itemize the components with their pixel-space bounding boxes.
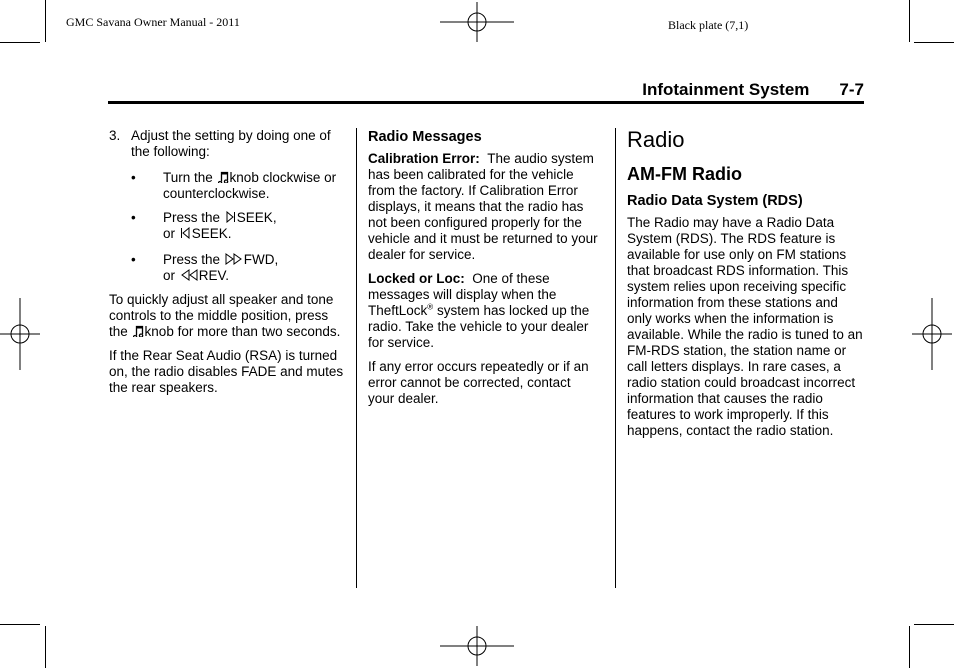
list-item-text: SEEK,	[236, 210, 277, 225]
registration-mark-icon	[440, 2, 514, 42]
paragraph: The Radio may have a Radio Data System (RDS). The RDS feature is available for use only on FM stations that broadcast RDS information. This system relies upon receiving specific information from these stations and only works when the information is available. While the radio is tuned to an FM-RDS station, the station name or call letters displays. In rare cases, a radio station could broadcast incorrect information that causes the radio features to work improperly. If this happens, contact the radio station.	[627, 215, 863, 438]
print-header-right: Black plate (7,1)	[668, 18, 749, 32]
seek-down-icon	[180, 227, 191, 239]
list-item-text: Turn the	[163, 170, 213, 185]
crop-mark	[45, 626, 46, 668]
paragraph-text: The audio system has been calibrated for the vehicle from the factory. If Calibration Error displays, it means that the radio has not been configured properly for the vehicle and it must be returned to your dealer for service.	[368, 151, 598, 262]
music-note-knob-icon	[218, 171, 229, 183]
seek-up-icon	[225, 211, 236, 223]
step-text: Adjust the setting by doing one of the following:	[131, 128, 331, 159]
step-item	[109, 128, 345, 160]
list-item-text: REV.	[198, 268, 230, 283]
column-1	[109, 128, 345, 396]
column-3	[627, 128, 867, 439]
registration-mark-icon	[440, 626, 514, 666]
registered-mark: ®	[427, 302, 434, 312]
list-item	[109, 170, 345, 202]
print-header-left: GMC Savana Owner Manual - 2011	[66, 15, 240, 29]
paragraph	[368, 271, 600, 351]
heading-radio-messages: Radio Messages	[368, 129, 482, 145]
bullet: •	[131, 252, 136, 267]
term-label: Calibration Error:	[368, 151, 480, 166]
paragraph	[368, 151, 600, 263]
list-item	[109, 252, 345, 284]
crop-mark	[909, 0, 910, 42]
term-label: Locked or Loc:	[368, 271, 465, 286]
paragraph-text: One of these messages will display when the TheftLock	[368, 271, 557, 318]
list-item-text: FWD,	[243, 252, 279, 267]
registration-mark-icon	[912, 298, 952, 370]
column-divider	[356, 128, 357, 588]
section-title-radio: Radio	[627, 127, 685, 152]
list-item-text: knob clockwise or counterclockwise.	[163, 170, 337, 201]
rewind-icon	[180, 269, 198, 281]
section-title: Infotainment System	[642, 80, 810, 99]
crop-mark	[0, 624, 40, 625]
paragraph-text: To quickly adjust all speaker and tone controls to the middle position, press the	[109, 292, 334, 339]
column-2	[368, 128, 600, 407]
list-item-text: SEEK.	[191, 226, 232, 241]
column-divider	[615, 128, 616, 588]
crop-mark	[914, 624, 954, 625]
fast-forward-icon	[225, 253, 243, 265]
running-head	[642, 80, 864, 100]
page-number: 7-7	[839, 80, 864, 99]
bullet: •	[131, 170, 136, 185]
list-item	[109, 210, 345, 242]
paragraph: If the Rear Seat Audio (RSA) is turned on, the radio disables FADE and mutes the rear speakers.	[109, 348, 344, 395]
paragraph-text: system has locked up the radio. Take the vehicle to your dealer for service.	[368, 303, 590, 350]
list-item-text: Press the	[163, 252, 221, 267]
list-item-text: or	[163, 268, 176, 283]
paragraph	[109, 292, 345, 340]
crop-mark	[0, 42, 40, 43]
crop-mark	[914, 42, 954, 43]
step-number: 3.	[109, 128, 121, 143]
list-item-text: or	[163, 226, 176, 241]
crop-mark	[909, 626, 910, 668]
registration-mark-icon	[0, 298, 40, 370]
crop-mark	[45, 0, 46, 42]
paragraph-text: knob for more than two seconds.	[144, 324, 341, 339]
music-note-knob-icon	[133, 325, 144, 337]
heading-rds: Radio Data System (RDS)	[627, 193, 803, 209]
list-item-text: Press the	[163, 210, 221, 225]
paragraph: If any error occurs repeatedly or if an error cannot be corrected, contact your dealer.	[368, 359, 589, 406]
subsection-title-am-fm: AM-FM Radio	[627, 164, 742, 184]
header-rule	[108, 101, 864, 104]
bullet: •	[131, 210, 136, 225]
